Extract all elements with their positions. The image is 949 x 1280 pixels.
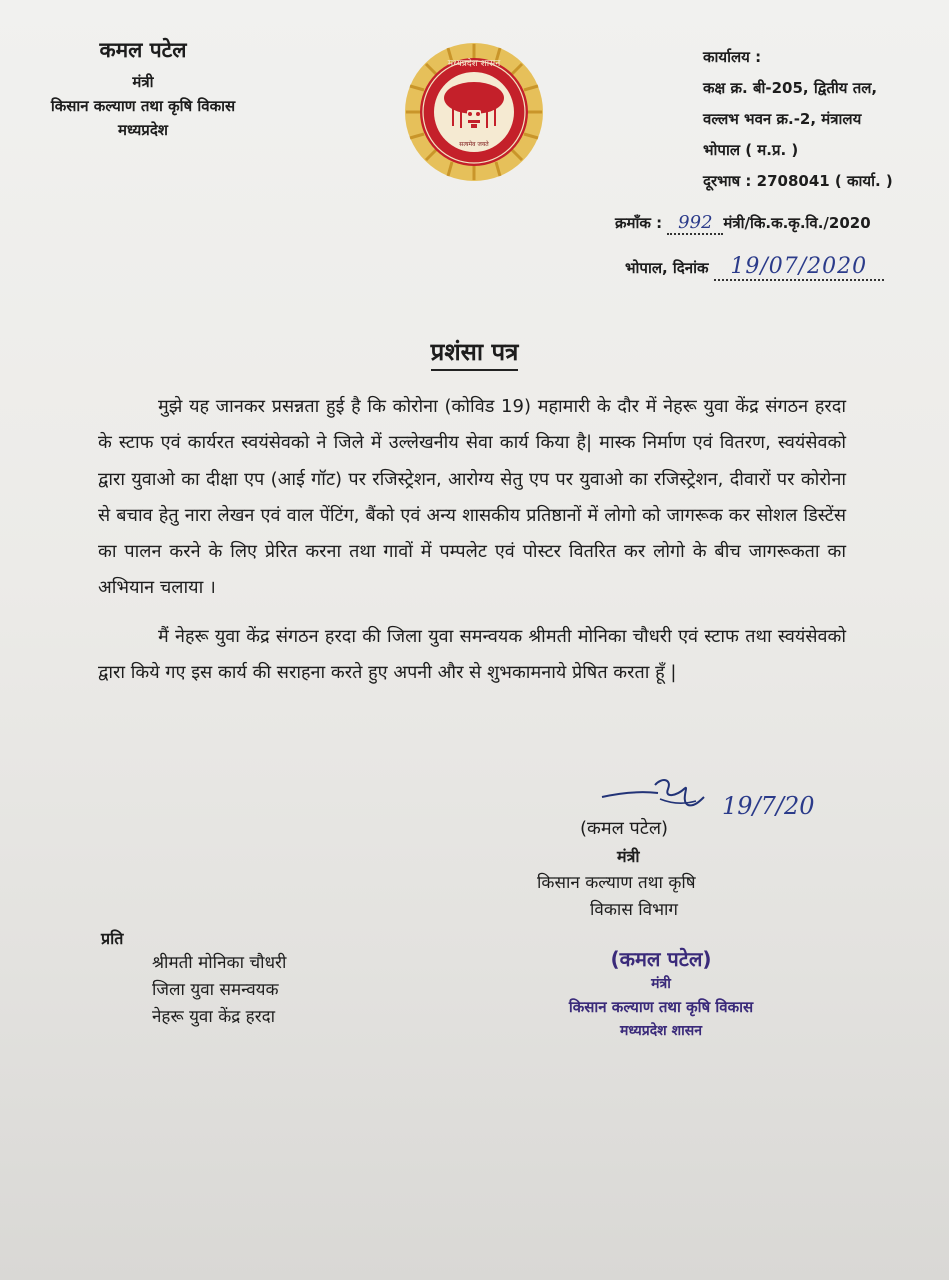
- recipient-name: श्रीमती मोनिका चौधरी: [152, 953, 287, 973]
- minister-letterhead: [18, 36, 268, 142]
- stamp-designation: मंत्री: [651, 976, 671, 992]
- recipient-address: [152, 950, 286, 1031]
- minister-department: किसान कल्याण तथा कृषि विकास: [50, 97, 236, 115]
- signatory-department-line1: किसान कल्याण तथा कृषि: [537, 873, 696, 893]
- office-address: [703, 42, 938, 197]
- office-city: भोपाल ( म.प्र. ): [703, 141, 799, 159]
- letter-body: [98, 389, 846, 691]
- body-paragraph-2: मैं नेहरू युवा केंद्र संगठन हरदा की जिला युवा समन्वयक श्रीमती मोनिका चौधरी एवं स्टाफ तथा स्वयंसेवको द्वारा किये गए इस कार्य की सराहना करते हुए अपनी और से शुभकामनाये प्रेषित करता हूँ |: [98, 625, 846, 684]
- reference-number: [615, 212, 871, 235]
- date-label: भोपाल, दिनांक: [625, 259, 709, 277]
- official-stamp: [556, 945, 766, 1040]
- office-building: वल्लभ भवन क्र.-2, मंत्रालय: [703, 110, 862, 128]
- stamp-government: मध्यप्रदेश शासन: [620, 1023, 702, 1039]
- emblem-motto: सत्यमेव जयते: [459, 141, 489, 148]
- minister-name: कमल पटेल: [99, 38, 187, 62]
- recipient-label: प्रति: [101, 929, 124, 948]
- minister-designation: मंत्री: [132, 73, 154, 91]
- signatory-department-line2: विकास विभाग: [590, 900, 678, 920]
- office-label: कार्यालय :: [703, 48, 762, 66]
- title-text: प्रशंसा पत्र: [431, 338, 519, 371]
- mp-government-emblem-icon: [404, 42, 544, 182]
- letter-date: [625, 254, 884, 281]
- stamp-name: (कमल पटेल): [610, 947, 712, 971]
- signature-scribble-icon: [600, 775, 710, 815]
- recipient-organization: नेहरू युवा केंद्र हरदा: [152, 1007, 276, 1027]
- handwritten-date: 19/07/2020: [714, 254, 884, 281]
- office-phone: दूरभाष : 2708041 ( कार्या. ): [703, 172, 893, 190]
- minister-state: मध्यप्रदेश: [117, 121, 168, 139]
- signatory-designation: मंत्री: [617, 847, 640, 866]
- stamp-department: किसान कल्याण तथा कृषि विकास: [568, 998, 754, 1016]
- reference-label: क्रमाँक :: [615, 214, 663, 232]
- recipient-designation: जिला युवा समन्वयक: [152, 980, 279, 1000]
- signature-handwritten-date: 19/7/20: [722, 792, 815, 820]
- office-room: कक्ष क्र. बी-205, द्वितीय तल,: [703, 79, 878, 97]
- page-title: [0, 335, 949, 368]
- reference-suffix: मंत्री/कि.क.कृ.वि./2020: [723, 214, 871, 232]
- signatory-name: (कमल पटेल): [580, 818, 669, 839]
- reference-handwritten-number: 992: [667, 212, 723, 235]
- body-paragraph-1: मुझे यह जानकर प्रसन्नता हुई है कि कोरोना (कोविड 19) महामारी के दौर में नेहरू युवा केंद्र संगठन हरदा के स्टाफ एवं कार्यरत स्वयंसेवको ने जिले में उल्लेखनीय सेवा कार्य किया है| मास्क निर्माण एवं वितरण, स्वयंसेवको द्वारा युवाओ का दीक्षा एप (आई गॉट) पर रजिस्ट्रेशन, आरोग्य सेतु एप पर युवाओ का रजिस्ट्रेशन, दीवारों पर कोरोना से बचाव हेतु नारा लेखन एवं वाल पेंटिंग, बैंको एवं अन्य शासकीय प्रतिष्ठानों में लोगो को जागरूक कर सोशल डिस्टेंस का पालन करने के लिए प्रेरित करना तथा गावों में पम्पलेट एवं पोस्टर वितरित कर लोगो के बीच जागरूकता का अभियान चलाया ।: [98, 396, 846, 599]
- emblem-top-text: मध्यप्रदेश शासन: [447, 59, 501, 69]
